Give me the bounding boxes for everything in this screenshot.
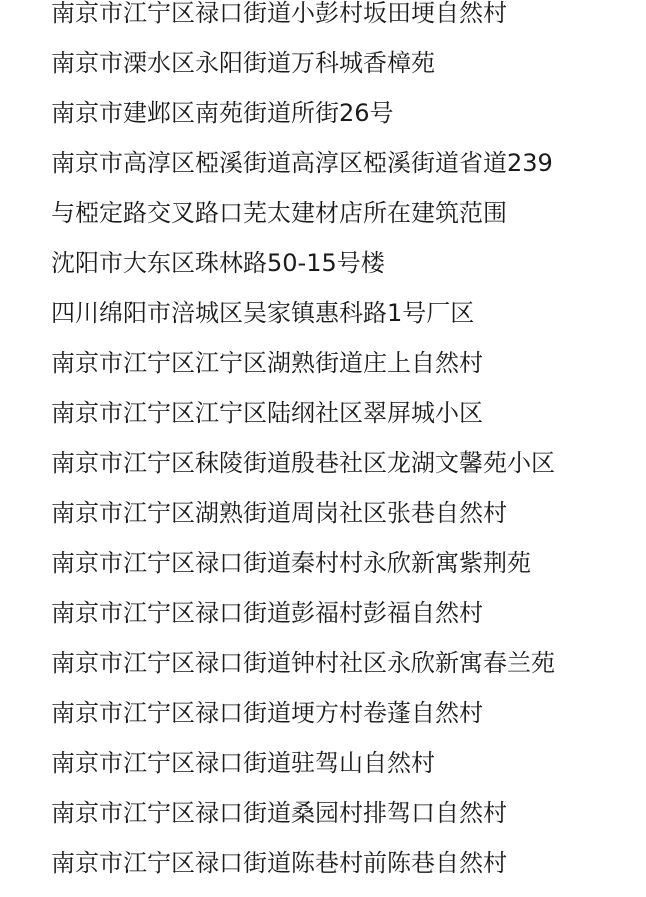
address-line: 四川绵阳市涪城区吴家镇惠科路1号厂区 xyxy=(51,299,475,327)
address-line: 南京市江宁区湖熟街道周岗社区张巷自然村 xyxy=(51,499,507,527)
address-list xyxy=(51,0,555,888)
address-line: 南京市江宁区禄口街道钟村社区永欣新寓春兰苑 xyxy=(51,649,555,677)
address-line: 沈阳市大东区珠林路50-15号楼 xyxy=(51,249,385,277)
address-line: 南京市江宁区秣陵街道殷巷社区龙湖文馨苑小区 xyxy=(51,449,555,477)
address-line: 南京市江宁区禄口街道陈巷村前陈巷自然村 xyxy=(51,849,507,877)
address-line: 南京市江宁区江宁区湖熟街道庄上自然村 xyxy=(51,349,483,377)
address-line: 南京市江宁区禄口街道小彭村坂田埂自然村 xyxy=(51,0,507,27)
address-line: 南京市建邺区南苑街道所街26号 xyxy=(51,99,394,127)
address-line: 南京市江宁区禄口街道埂方村卷蓬自然村 xyxy=(51,699,483,727)
address-line: 南京市高淳区椏溪街道高淳区椏溪街道省道239 xyxy=(51,149,553,177)
address-line: 南京市溧水区永阳街道万科城香樟苑 xyxy=(51,49,435,77)
address-line: 南京市江宁区江宁区陆纲社区翠屏城小区 xyxy=(51,399,483,427)
address-line: 南京市江宁区禄口街道桑园村排驾口自然村 xyxy=(51,799,507,827)
address-line: 与椏定路交叉路口芜太建材店所在建筑范围 xyxy=(51,199,507,227)
address-line: 南京市江宁区禄口街道彭福村彭福自然村 xyxy=(51,599,483,627)
address-line: 南京市江宁区禄口街道驻驾山自然村 xyxy=(51,749,435,777)
address-line: 南京市江宁区禄口街道秦村村永欣新寓紫荆苑 xyxy=(51,549,531,577)
